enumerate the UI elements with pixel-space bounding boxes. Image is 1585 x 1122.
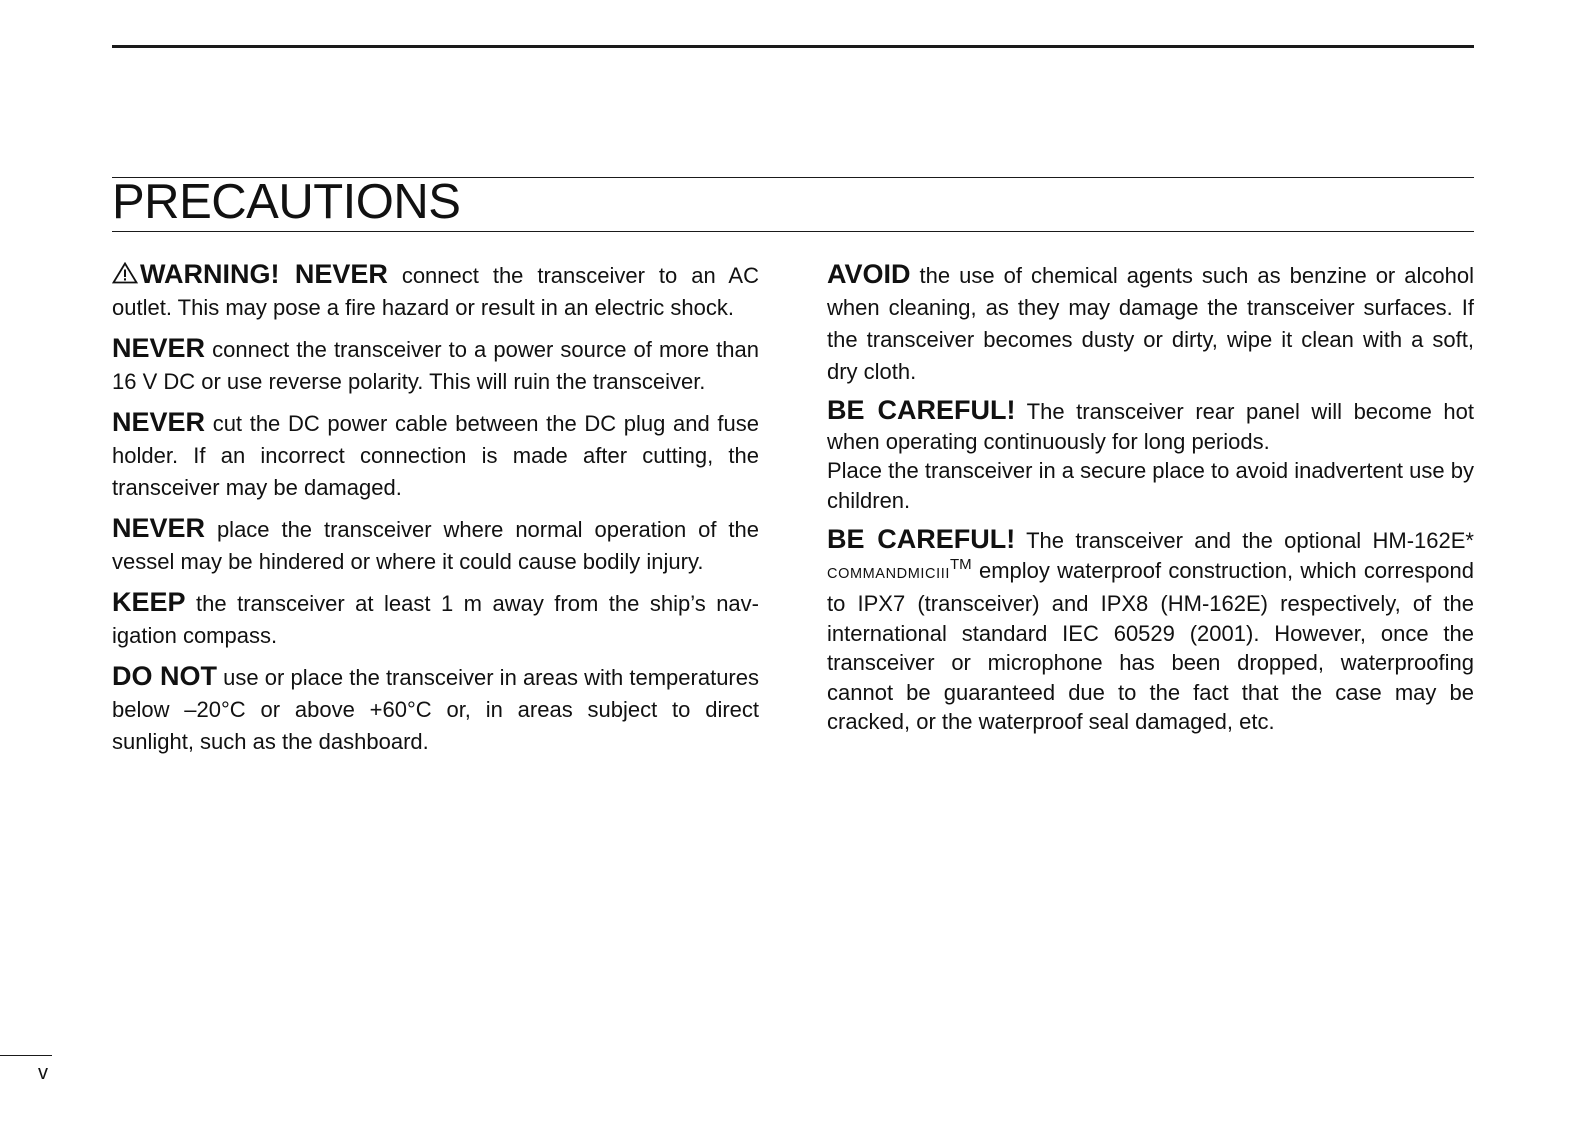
trademark-symbol: TM — [950, 555, 972, 573]
precaution-waterproof — [827, 525, 1474, 737]
product-name: COMMANDMICIII — [827, 565, 950, 582]
warning-triangle-icon — [112, 262, 138, 284]
precaution-keyword: WARNING! NEVER — [140, 259, 388, 289]
precaution-keyword: NEVER — [112, 513, 206, 543]
precaution-compass — [112, 586, 759, 652]
precaution-text: connect the transceiver to an AC outlet. This may pose a fire hazard or result in an electric shock. — [112, 263, 759, 320]
precaution-temperature — [112, 660, 759, 758]
precaution-text: The transceiver rear panel will become hot when operating continuously for long periods. — [827, 399, 1474, 454]
left-column — [112, 258, 759, 766]
precaution-keyword: DO NOT — [112, 661, 218, 691]
footer-rule — [0, 1055, 52, 1056]
precaution-text: place the transceiver where normal operation of the vessel may be hindered or where it could cause bodily injury. — [112, 517, 759, 574]
precaution-text: the transceiver at least 1 m away from the ship’s navigation compass. — [112, 591, 759, 648]
precaution-rear-panel-heat — [827, 396, 1474, 515]
header-rule — [112, 45, 1474, 48]
precaution-power-source — [112, 332, 759, 398]
precaution-text: cut the DC power cable between the DC plug and fuse holder. If an incorrect connection is made after cutting, the transceiver may be damaged. — [112, 411, 759, 500]
title-rule-bottom — [112, 231, 1474, 232]
precaution-text-children: Place the transceiver in a secure place to avoid inadvertent use by children. — [827, 458, 1474, 513]
page-title: PRECAUTIONS — [112, 175, 461, 229]
precaution-dc-cable — [112, 406, 759, 504]
precaution-keyword: KEEP — [112, 587, 186, 617]
precaution-text: use or place the transceiver in areas with temperatures below –20°C or above +60°C or, in areas subject to direct sunlight, such as the dashboard. — [112, 665, 759, 754]
precaution-text: The transceiver and the optional HM-162E* — [1015, 528, 1474, 553]
precaution-keyword: BE CAREFUL! — [827, 524, 1016, 554]
precaution-placement — [112, 512, 759, 578]
precaution-text: employ waterproof construction, which correspond to IPX7 (transceiver) and IPX8 (HM-162E) respectively, of the international standard IEC 60529 (2001). However, once the transceiver or microphone has been dropped, waterproofing cannot be guaranteed due to the fact that the case may be cracked, or the waterproof seal damaged, etc. — [827, 557, 1474, 734]
precaution-keyword: NEVER — [112, 333, 206, 363]
precaution-chemical-agents — [827, 258, 1474, 388]
precaution-keyword: AVOID — [827, 259, 911, 289]
right-column — [827, 258, 1474, 747]
precaution-keyword: NEVER — [112, 407, 206, 437]
precaution-text: the use of chemical agents such as benzine or alcohol when cleaning, as they may damage the transceiver surfaces. If the transceiver becomes dusty or dirty, wipe it clean with a soft, dry cloth. — [827, 263, 1474, 384]
precaution-warning-ac-outlet — [112, 258, 759, 324]
page-number: v — [38, 1062, 48, 1084]
precaution-keyword: BE CAREFUL! — [827, 395, 1016, 425]
precaution-text: connect the transceiver to a power source of more than 16 V DC or use reverse polarity. This will ruin the transceiver. — [112, 337, 759, 394]
